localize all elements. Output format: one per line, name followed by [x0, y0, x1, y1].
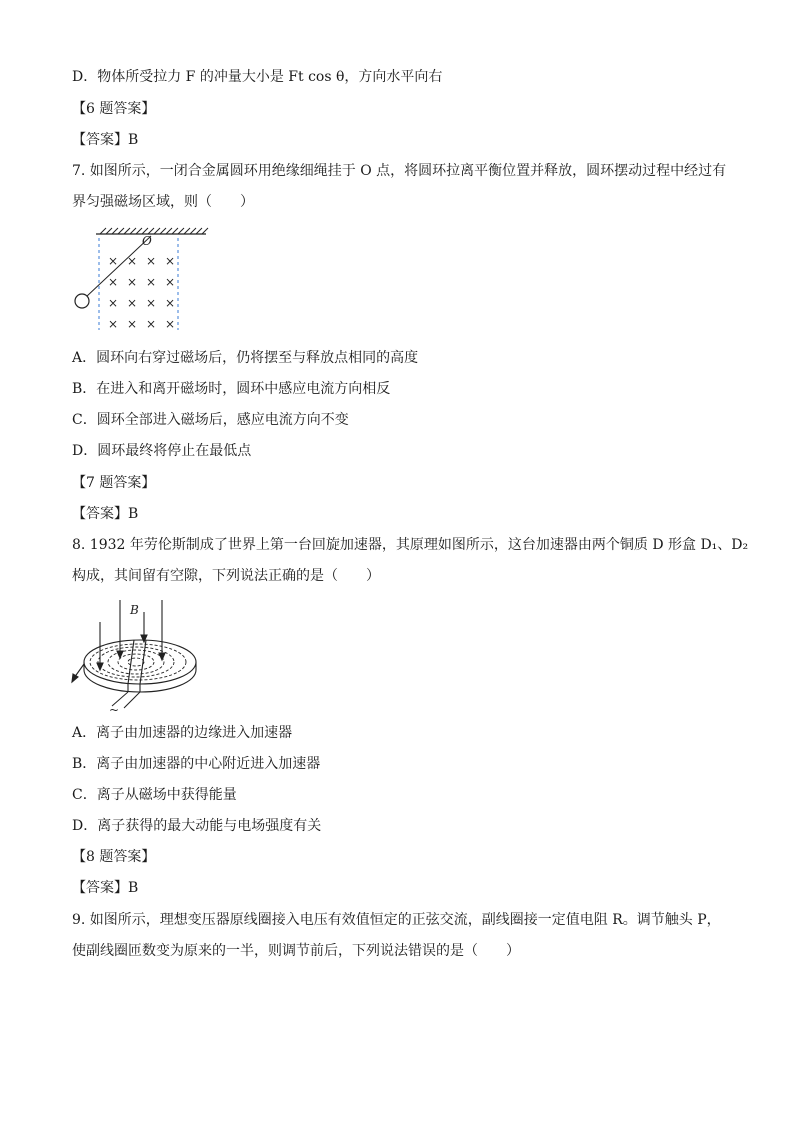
svg-text:×: ×	[127, 254, 138, 268]
q7-answer-header: 【7 题答案】	[72, 475, 156, 491]
svg-text:×: ×	[165, 317, 176, 331]
svg-text:×: ×	[146, 254, 157, 268]
q9-stem-line2: 使副线圈匝数变为原来的一半，则调节前后，下列说法错误的是（ ）	[72, 943, 520, 959]
q8-option-c: C．离子从磁场中获得能量	[72, 787, 237, 803]
svg-text:×: ×	[108, 296, 119, 310]
q7-point-o-label: O	[142, 234, 152, 248]
q6-option-d: D．物体所受拉力 F 的冲量大小是 Ft cos θ，方向水平向右	[72, 69, 443, 85]
q8-option-d: D．离子获得的最大动能与电场强度有关	[72, 818, 322, 834]
svg-text:×: ×	[146, 296, 157, 310]
q6-answer-header: 【6 题答案】	[72, 101, 156, 117]
svg-text:×: ×	[127, 296, 138, 310]
q9-stem-line1: 9. 如图所示，理想变压器原线圈接入电压有效值恒定的正弦交流，副线圈接一定值电阻 R。调节触头 P，	[72, 912, 721, 928]
svg-text:×: ×	[146, 317, 157, 331]
q7-metal-ring	[75, 294, 89, 308]
svg-text:×: ×	[165, 275, 176, 289]
q8-option-a: A．离子由加速器的边缘进入加速器	[72, 725, 293, 741]
svg-text:×: ×	[127, 275, 138, 289]
q7-option-c: C．圆环全部进入磁场后，感应电流方向不变	[72, 412, 349, 428]
q8-answer: 【答案】B	[72, 880, 139, 896]
svg-text:×: ×	[108, 317, 119, 331]
q7-magnetic-field-crosses	[108, 254, 175, 331]
svg-text:×: ×	[108, 275, 119, 289]
q7-option-b: B．在进入和离开磁场时，圆环中感应电流方向相反	[72, 381, 391, 397]
q7-pendulum-figure	[70, 224, 210, 334]
q7-answer: 【答案】B	[72, 506, 139, 522]
q7-stem-line2: 界匀强磁场区域，则（ ）	[72, 194, 254, 210]
svg-text:×: ×	[108, 254, 119, 268]
q8-stem-line1: 8. 1932 年劳伦斯制成了世界上第一台回旋加速器，其原理如图所示，这台加速器由两个铜质 D 形盒 D₁、D₂	[72, 537, 749, 553]
q8-ac-source-label: ~	[109, 703, 120, 717]
q8-answer-header: 【8 题答案】	[72, 849, 156, 865]
svg-text:×: ×	[165, 296, 176, 310]
svg-text:×: ×	[165, 254, 176, 268]
q7-stem-line1: 7. 如图所示，一闭合金属圆环用绝缘细绳挂于 O 点，将圆环拉离平衡位置并释放，圆环摆动过程中经过有	[72, 163, 727, 179]
q8-stem-line2: 构成，其间留有空隙，下列说法正确的是（ ）	[72, 568, 380, 584]
q8-option-b: B．离子由加速器的中心附近进入加速器	[72, 756, 321, 772]
q7-option-d: D．圆环最终将停止在最低点	[72, 443, 252, 459]
q8-field-b-label: B	[130, 603, 139, 617]
svg-text:×: ×	[127, 317, 138, 331]
q8-cyclotron-figure	[70, 596, 210, 717]
q7-option-a: A．圆环向右穿过磁场后，仍将摆至与释放点相同的高度	[72, 350, 419, 366]
q6-answer: 【答案】B	[72, 132, 139, 148]
svg-text:×: ×	[146, 275, 157, 289]
